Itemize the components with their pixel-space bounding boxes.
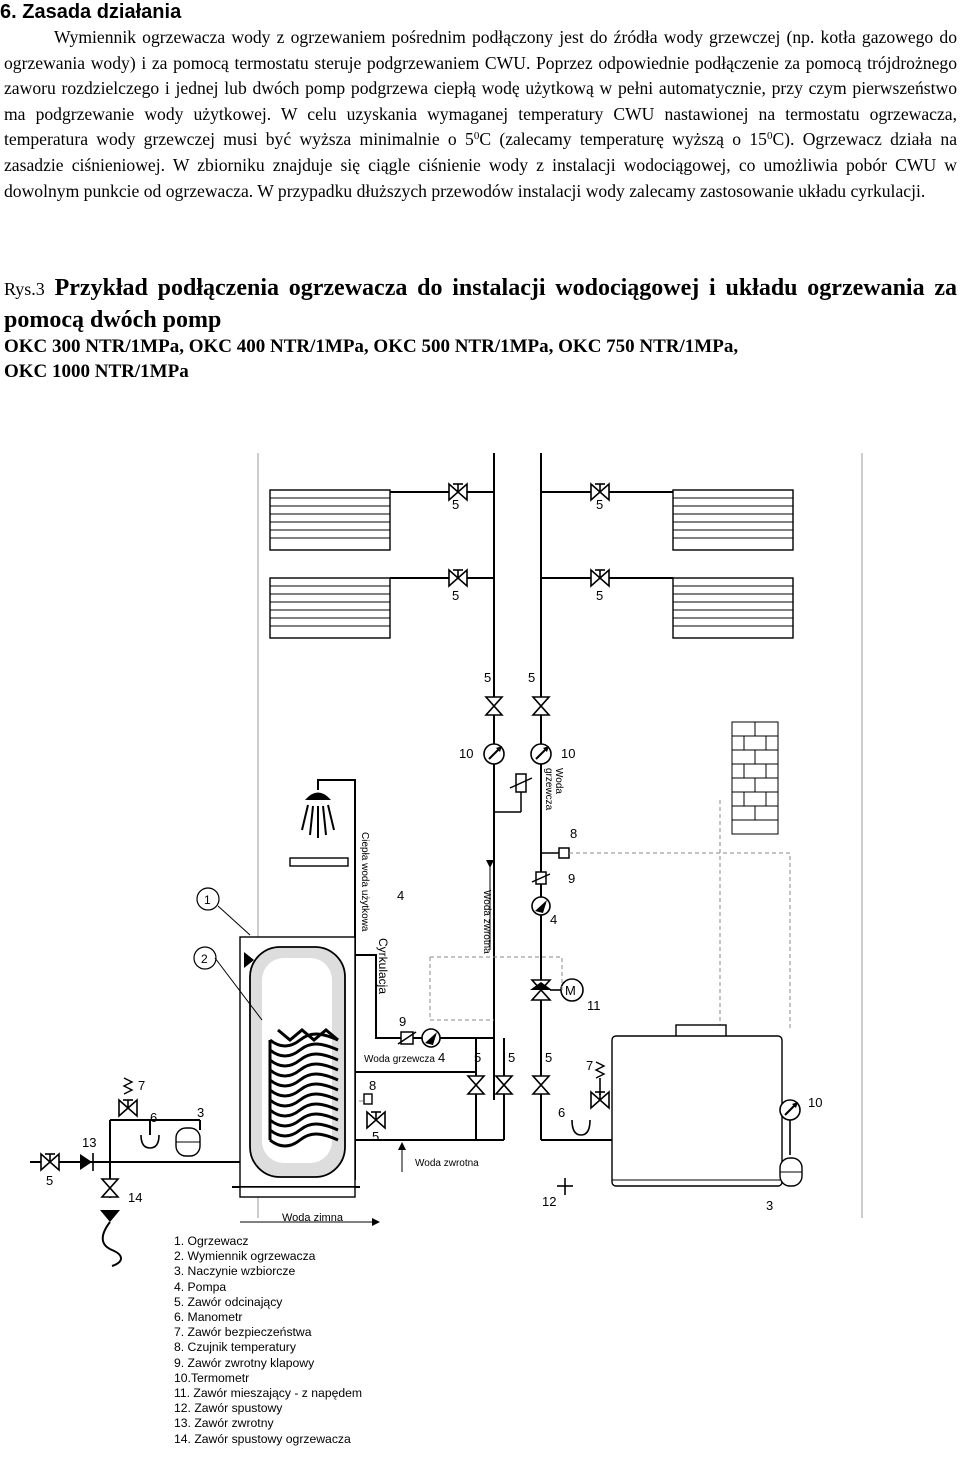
label-5: 5 <box>545 1050 553 1065</box>
check-valve-cold <box>80 1153 93 1171</box>
legend-item: 2. Wymiennik ogrzewacza <box>174 1249 316 1264</box>
label-14: 14 <box>128 1190 143 1205</box>
label-5: 5 <box>508 1050 516 1065</box>
label-5: 5 <box>452 497 460 512</box>
pump <box>422 1029 440 1047</box>
label-5: 5 <box>452 588 460 603</box>
pressure-gauge <box>141 1135 159 1148</box>
drain-outlet <box>100 1210 121 1266</box>
legend-item: 9. Zawór zwrotny klapowy <box>174 1355 315 1370</box>
figure-number: Rys.3 <box>4 279 45 299</box>
label-11: 11 <box>587 998 601 1013</box>
label-6: 6 <box>150 1110 158 1125</box>
label-m: M <box>565 983 576 998</box>
legend-item: 7. Zawór bezpieczeństwa <box>174 1325 312 1340</box>
legend-list <box>174 1234 362 1447</box>
radiator <box>270 490 793 638</box>
legend-item: 12. Zawór spustowy <box>174 1401 283 1416</box>
label-9: 9 <box>568 871 576 886</box>
safety-valve <box>119 1078 137 1116</box>
label-circulation: Cyrkulacja <box>376 938 390 995</box>
shutoff-valve <box>367 1112 385 1128</box>
thermometer <box>780 1100 800 1120</box>
legend-item: 3. Naczynie wzbiorcze <box>174 1264 296 1279</box>
label-return-water: Woda zwrotna <box>415 1158 479 1169</box>
pressure-gauge <box>572 1120 590 1135</box>
riser-pipes <box>390 453 673 1100</box>
check-valve <box>398 1032 416 1044</box>
shutoff-valve <box>41 1154 59 1170</box>
figure-caption-text: Przykład podłączenia ogrzewacza do instalacji wodociągowej i układu ogrzewania za pomocą dwóch pomp <box>4 275 958 333</box>
legend-item: 10.Termometr <box>174 1370 250 1385</box>
expansion-vessel <box>176 1128 200 1156</box>
degree-superscript: 0 <box>766 130 773 143</box>
boiler <box>612 1025 782 1186</box>
label-12: 12 <box>542 1194 557 1209</box>
check-valve <box>494 774 532 812</box>
pump <box>532 897 550 915</box>
label-10: 10 <box>561 746 576 761</box>
label-return-water-vertical: Woda zwrotna <box>481 890 492 954</box>
label-4: 4 <box>397 888 405 903</box>
label-5: 5 <box>528 670 536 685</box>
label-3: 3 <box>766 1198 774 1213</box>
sink <box>290 858 348 866</box>
label-9: 9 <box>399 1014 407 1029</box>
legend-item: 1. Ogrzewacz <box>174 1234 249 1248</box>
label-13: 13 <box>82 1135 97 1150</box>
label-5: 5 <box>484 670 492 685</box>
label-2: 2 <box>201 952 208 966</box>
expansion-vessel <box>780 1158 802 1186</box>
label-5: 5 <box>474 1050 482 1065</box>
label-heating-water-vertical-2: grzewcza <box>543 768 554 811</box>
label-5: 5 <box>372 1129 380 1144</box>
label-3: 3 <box>197 1105 205 1120</box>
drain-valve-heater <box>102 1179 118 1197</box>
legend-item: 14. Zawór spustowy ogrzewacza <box>174 1431 351 1446</box>
models-line-2: OKC 1000 NTR/1MPa <box>4 361 189 382</box>
label-cold-water: Woda zimna <box>282 1212 343 1224</box>
degree-superscript: 0 <box>473 130 480 143</box>
label-5: 5 <box>46 1173 54 1188</box>
label-8: 8 <box>369 1078 377 1093</box>
label-5: 5 <box>596 497 604 512</box>
label-7: 7 <box>138 1078 146 1093</box>
shutoff-valve <box>468 1076 549 1094</box>
label-hot-domestic-water: Ciepła woda użytkowa <box>359 832 370 932</box>
models-line-1: OKC 300 NTR/1MPa, OKC 400 NTR/1MPa, OKC 500 NTR/1MPa, OKC 750 NTR/1MPa, <box>4 336 739 357</box>
label-6: 6 <box>558 1105 566 1120</box>
temperature-sensor <box>559 848 569 858</box>
section-title: 6. Zasada działania <box>0 1 182 23</box>
label-10: 10 <box>808 1095 823 1110</box>
temperature-sensor <box>364 1094 372 1104</box>
shutoff-valve <box>449 484 609 586</box>
legend-item: 4. Pompa <box>174 1279 227 1294</box>
paragraph-text-1: Wymiennik ogrzewacza wody z ogrzewaniem pośrednim podłączony jest do źródła wody grzewczej (np. kotła gazowego do ogrzewania wody) i za pomocą termostatu steruje podgrzewaniem CWU. Poprzez odpowiednie podłączenie za pomocą trójdrożnego zaworu rozdzielczego i jednej lub dwóch pomp podgrzewa ciepłą wodę użytkową w pełni automatycznie, przy czym pierwszeństwo ma podgrzewanie wody użytkowej. W celu uzyskania wymaganej temperatury CWU nastawionej na termostatu ogrzewacza, temperatura wody grzewczej musi być wyższa minimalnie o 5 <box>4 27 957 150</box>
thermometer <box>484 744 551 764</box>
legend-item: 11. Zawór mieszający - z napędem <box>174 1386 363 1401</box>
label-4: 4 <box>438 1050 446 1065</box>
label-5: 5 <box>596 588 604 603</box>
legend-item: 8. Czujnik temperatury <box>174 1340 296 1355</box>
safety-valve <box>591 1062 609 1108</box>
check-valve <box>532 872 550 884</box>
label-1: 1 <box>204 893 211 907</box>
label-4: 4 <box>550 912 558 927</box>
label-8: 8 <box>570 826 578 841</box>
paragraph-text-2: C (zalecamy temperaturę wyższą o 15 <box>479 129 767 150</box>
paragraph-text-3: C). Ogrzewacz działa na zasadzie ciśnieniowej. W zbiorniku znajduje się ciągle ciśnienie wody z instalacji wodociągowej, co umożliwia pobór CWU w dowolnym punkcie od ogrzewacza. W przypadku dłuższych przewodów instalacji wody zalecamy zastosowanie układu cyrkulacji. <box>4 129 958 201</box>
legend-item: 5. Zawór odcinający <box>174 1294 283 1309</box>
label-10: 10 <box>459 746 474 761</box>
label-heating-water: Woda grzewcza <box>364 1054 435 1065</box>
legend-item: 13. Zawór zwrotny <box>174 1416 274 1431</box>
wall <box>732 722 778 834</box>
label-heating-water-vertical: Woda <box>553 768 564 794</box>
label-7: 7 <box>586 1058 594 1073</box>
legend-item: 6. Manometr <box>174 1310 243 1325</box>
shower <box>302 780 355 838</box>
shutoff-valve <box>486 697 549 715</box>
